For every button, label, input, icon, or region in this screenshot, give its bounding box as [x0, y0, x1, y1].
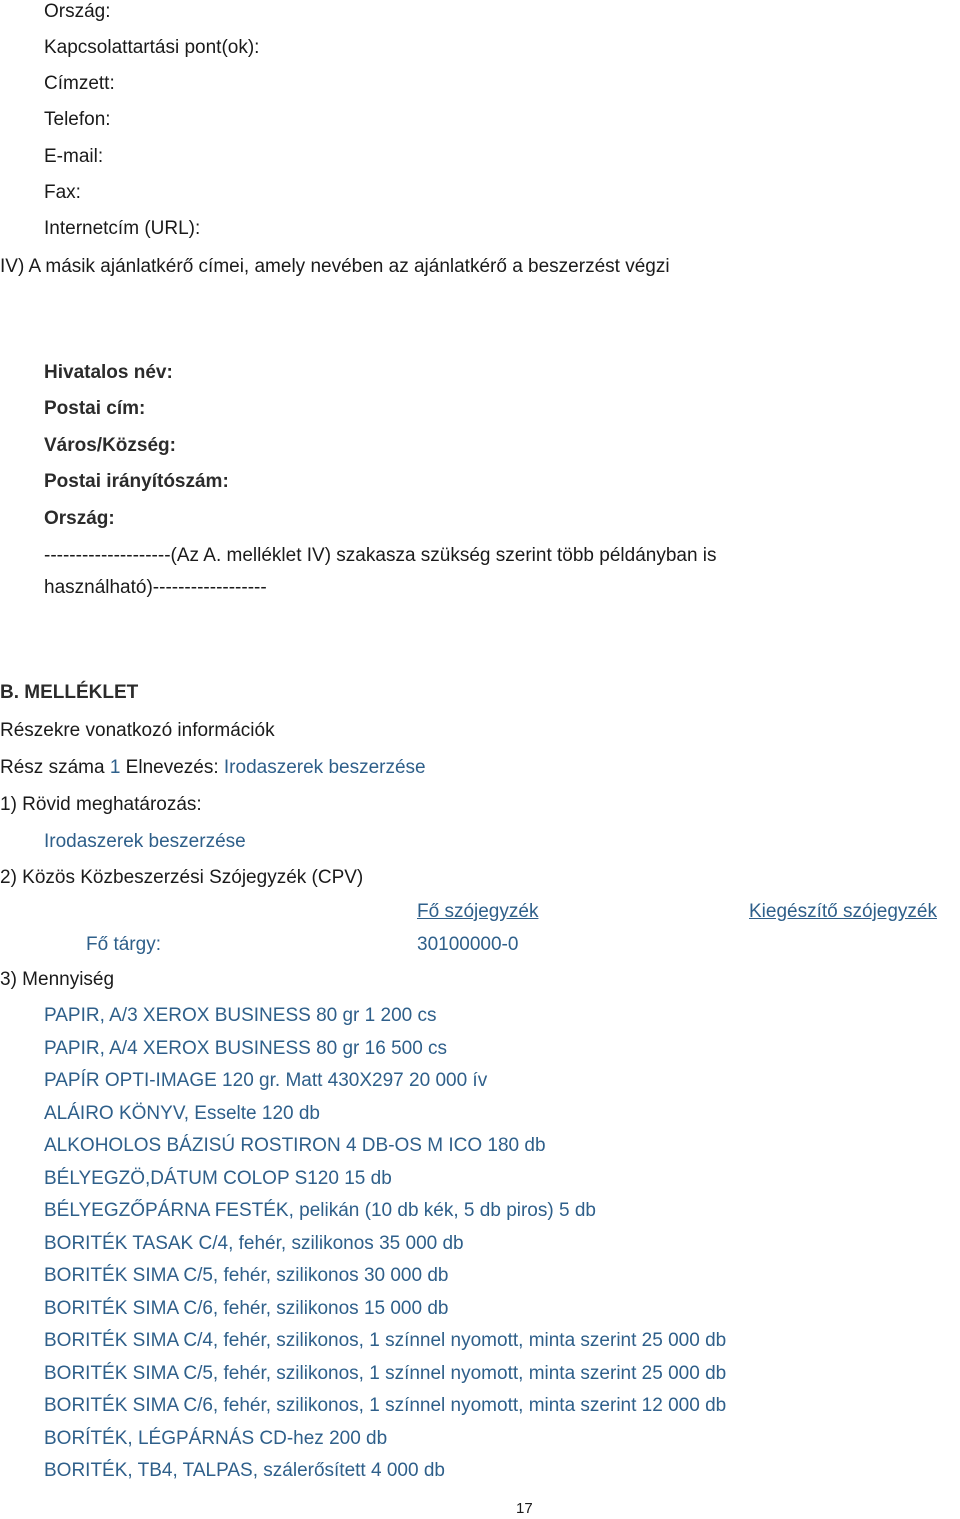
- list-item: BORITÉK, TB4, TALPAS, szálerősített 4 000 db: [44, 1460, 445, 1481]
- list-item: BORÍTÉK, LÉGPÁRNÁS CD-hez 200 db: [44, 1428, 388, 1449]
- list-item: BORITÉK SIMA C/5, fehér, szilikonos 30 000 db: [44, 1265, 449, 1286]
- annex-b-title: B. MELLÉKLET: [0, 682, 139, 703]
- list-item: BÉLYEGZŐPÁRNA FESTÉK, pelikán (10 db kék, 5 db piros) 5 db: [44, 1200, 596, 1221]
- postal-address-label: Postai cím:: [44, 398, 146, 419]
- list-item: BORITÉK SIMA C/5, fehér, szilikonos, 1 színnel nyomott, minta szerint 25 000 db: [44, 1363, 727, 1384]
- part-line: [0, 756, 426, 780]
- phone-label: Telefon:: [44, 109, 111, 130]
- list-item: ALKOHOLOS BÁZISÚ ROSTIRON 4 DB-OS M ICO 180 db: [44, 1135, 546, 1156]
- fax-label: Fax:: [44, 182, 81, 203]
- cpv-main-subject-label: Fő tárgy:: [86, 934, 161, 955]
- city-label: Város/Község:: [44, 435, 176, 456]
- recipient-label: Címzett:: [44, 73, 115, 94]
- section-iv-heading: IV) A másik ajánlatkérő címei, amely nevében az ajánlatkérő a beszerzést végzi: [0, 256, 670, 277]
- postcode-label: Postai irányítószám:: [44, 471, 229, 492]
- list-item: BORITÉK SIMA C/4, fehér, szilikonos, 1 színnel nyomott, minta szerint 25 000 db: [44, 1330, 727, 1351]
- section-iv-note-line1: --------------------(Az A. melléklet IV) szakasza szükség szerint több példányban is: [44, 545, 717, 566]
- cpv-supp-header: Kiegészítő szójegyzék: [749, 901, 937, 922]
- email-label: E-mail:: [44, 146, 104, 167]
- url-label: Internetcím (URL):: [44, 218, 201, 239]
- official-name-label: Hivatalos név:: [44, 362, 173, 383]
- short-desc-label: 1) Rövid meghatározás:: [0, 794, 202, 815]
- part-prefix: Rész száma: [0, 757, 105, 778]
- annex-b-subtitle: Részekre vonatkozó információk: [0, 720, 275, 741]
- list-item: PAPIR, A/3 XEROX BUSINESS 80 gr 1 200 cs: [44, 1005, 437, 1026]
- list-item: PAPIR, A/4 XEROX BUSINESS 80 gr 16 500 cs: [44, 1038, 448, 1059]
- list-item: PAPÍR OPTI-IMAGE 120 gr. Matt 430X297 20 000 ív: [44, 1070, 488, 1091]
- contact-points-label: Kapcsolattartási pont(ok):: [44, 37, 260, 58]
- list-item: BORITÉK SIMA C/6, fehér, szilikonos 15 000 db: [44, 1298, 449, 1319]
- cpv-label: 2) Közös Közbeszerzési Szójegyzék (CPV): [0, 867, 364, 888]
- list-item: BORITÉK SIMA C/6, fehér, szilikonos, 1 színnel nyomott, minta szerint 12 000 db: [44, 1395, 727, 1416]
- list-item: BORITÉK TASAK C/4, fehér, szilikonos 35 000 db: [44, 1233, 464, 1254]
- part-name-label: Elnevezés:: [125, 757, 219, 778]
- country-label-iv: Ország:: [44, 508, 115, 529]
- part-name: Irodaszerek beszerzése: [223, 757, 426, 778]
- cpv-main-code: 30100000-0: [417, 934, 519, 955]
- cpv-main-header: Fő szójegyzék: [417, 901, 539, 922]
- short-desc-value: Irodaszerek beszerzése: [44, 831, 246, 852]
- country-label: Ország:: [44, 1, 111, 22]
- part-number: 1: [109, 757, 121, 778]
- list-item: BÉLYEGZÖ,DÁTUM COLOP S120 15 db: [44, 1168, 392, 1189]
- section-iv-note-line2: használható)------------------: [44, 577, 267, 598]
- list-item: ALÁIRO KÖNYV, Esselte 120 db: [44, 1103, 321, 1124]
- page-number: 17: [516, 1500, 533, 1517]
- quantity-label: 3) Mennyiség: [0, 969, 115, 990]
